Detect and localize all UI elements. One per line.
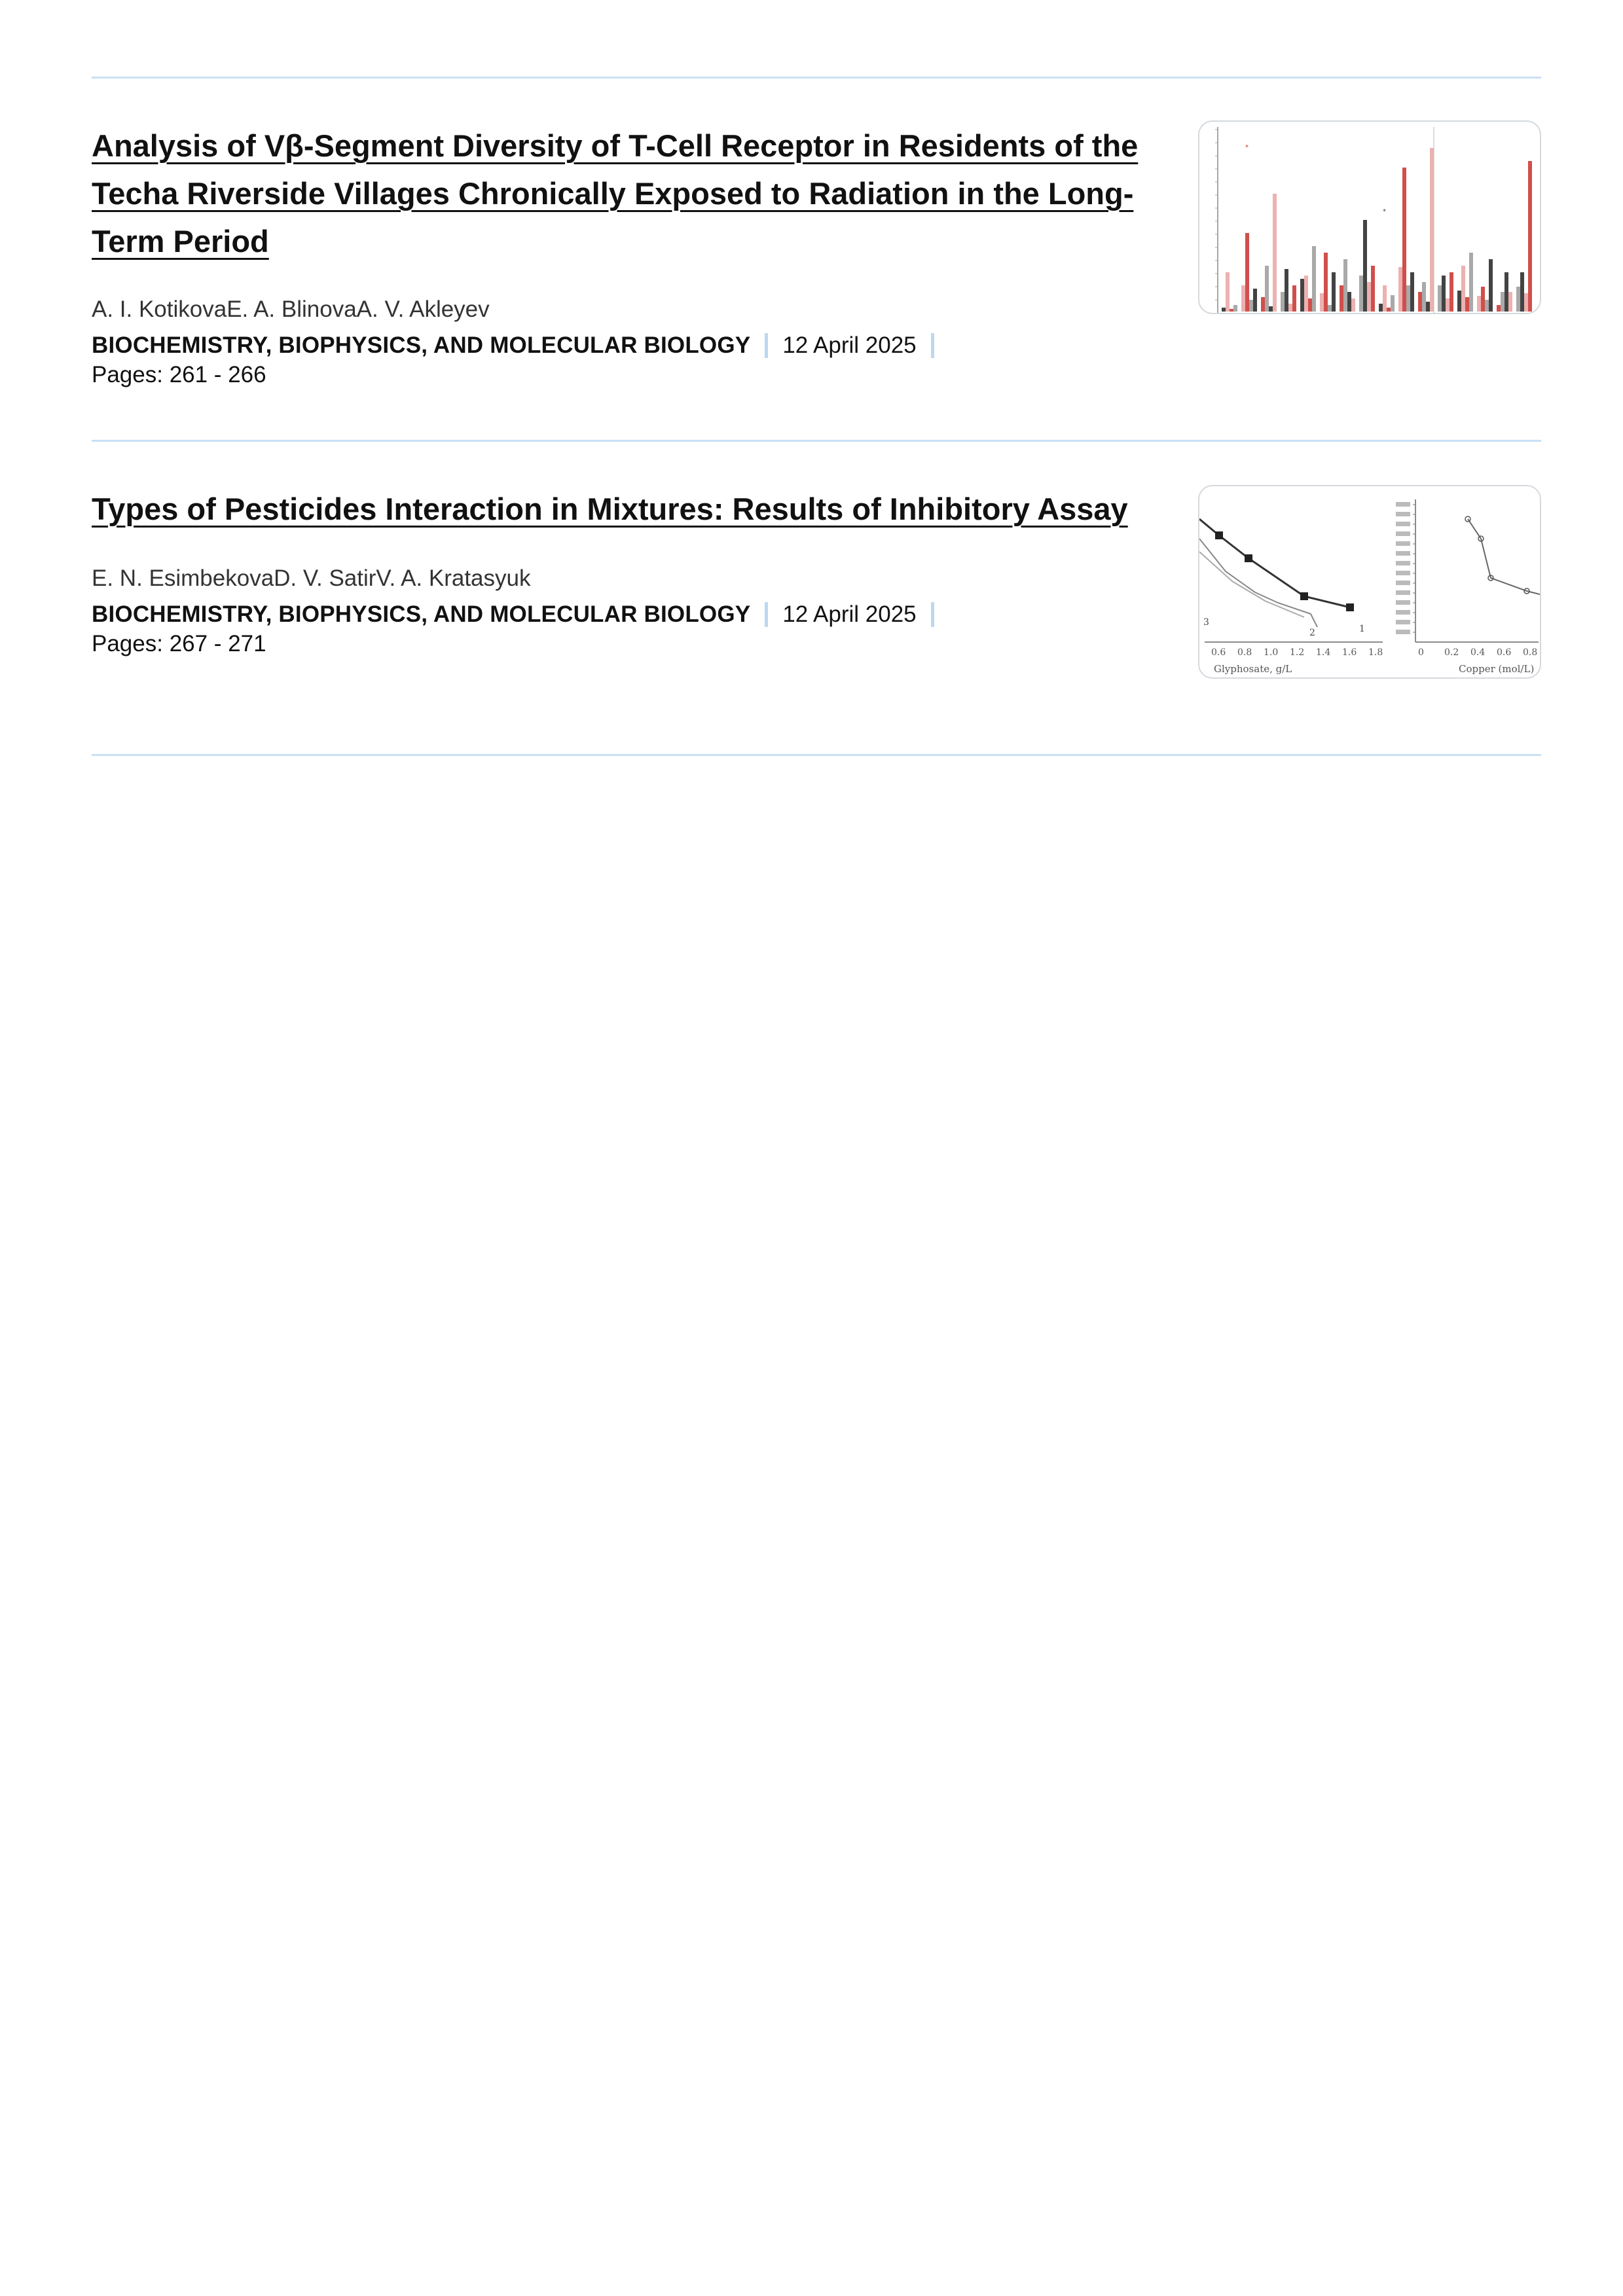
thumbnail-bar	[1320, 293, 1324, 312]
svg-text:0.8: 0.8	[1523, 647, 1538, 658]
thumbnail-bar	[1226, 272, 1230, 312]
thumbnail-bar	[1410, 272, 1414, 312]
publish-date: 12 April 2025	[782, 332, 917, 358]
thumbnail-bar	[1450, 272, 1453, 312]
article-pages: Pages: 267 - 271	[92, 631, 266, 656]
thumbnail-bar	[1469, 253, 1473, 312]
thumbnail-bar	[1461, 266, 1465, 312]
svg-text:1: 1	[1359, 624, 1365, 634]
thumbnail-bar	[1402, 168, 1406, 312]
thumbnail-bar	[1520, 272, 1524, 312]
thumbnail-bar	[1387, 308, 1391, 312]
thumbnail-bar	[1249, 300, 1253, 312]
thumbnail-bar	[1465, 297, 1469, 312]
svg-text:Glyphosate, g/L: Glyphosate, g/L	[1214, 663, 1292, 675]
svg-text:0: 0	[1418, 647, 1424, 658]
thumbnail-bar	[1222, 308, 1226, 312]
thumbnail-image	[1199, 486, 1540, 677]
article-divider	[92, 440, 1541, 442]
meta-separator	[931, 602, 934, 627]
thumbnail-bar	[1312, 246, 1316, 312]
svg-text:1.8: 1.8	[1368, 647, 1383, 658]
thumbnail-bar	[1406, 285, 1410, 312]
thumbnail-bar	[1328, 305, 1332, 312]
thumbnail-bar	[1304, 276, 1308, 312]
thumbnail-bar	[1383, 285, 1387, 312]
thumbnail-bar	[1332, 272, 1336, 312]
thumbnail-bar	[1371, 266, 1375, 312]
article-item	[92, 122, 1541, 389]
thumbnail-bar	[1489, 259, 1493, 312]
thumbnail-bar	[1516, 287, 1520, 312]
thumbnail-bar	[1265, 266, 1269, 312]
thumbnail-bar	[1442, 276, 1446, 312]
article-authors: E. N. EsimbekovaD. V. SatirV. A. Kratasyuk	[92, 565, 531, 591]
thumbnail-bar	[1261, 297, 1265, 312]
thumbnail-bar	[1308, 298, 1312, 312]
meta-separator	[765, 333, 768, 358]
publish-date: 12 April 2025	[782, 601, 917, 627]
thumbnail-bar	[1524, 293, 1528, 312]
bar-chart-thumbnail[interactable]	[1198, 120, 1541, 314]
top-divider	[92, 77, 1541, 79]
svg-text:*: *	[1245, 144, 1249, 151]
thumbnail-bar	[1273, 194, 1277, 312]
thumbnail-bar	[1343, 259, 1347, 312]
meta-separator	[765, 602, 768, 627]
thumbnail-bar	[1288, 304, 1292, 312]
thumbnail-bar	[1379, 304, 1383, 312]
thumbnail-bar	[1430, 148, 1434, 312]
thumbnail-bar	[1281, 292, 1285, 312]
article-item	[92, 485, 1541, 675]
article-pages: Pages: 261 - 266	[92, 362, 266, 387]
thumbnail-bar	[1501, 292, 1504, 312]
thumbnail-bar	[1233, 305, 1237, 312]
thumbnail-bar	[1508, 292, 1512, 312]
svg-text:1.2: 1.2	[1290, 647, 1305, 658]
thumbnail-bar	[1528, 161, 1532, 312]
thumbnail-bar	[1422, 282, 1426, 312]
svg-text:0.6: 0.6	[1211, 647, 1226, 658]
svg-text:3: 3	[1203, 617, 1209, 628]
line-chart-thumbnail[interactable]	[1198, 485, 1541, 679]
thumbnail-bar	[1351, 298, 1355, 312]
journal-name[interactable]: BIOCHEMISTRY, BIOPHYSICS, AND MOLECULAR BIOLOGY	[92, 332, 751, 358]
thumbnail-bar	[1418, 292, 1422, 312]
thumbnail-bar	[1230, 309, 1233, 312]
thumbnail-bar	[1398, 267, 1402, 312]
thumbnail-bar	[1245, 233, 1249, 312]
article-authors: A. I. KotikovaE. A. BlinovaA. V. Akleyev	[92, 296, 490, 322]
thumbnail-bar	[1324, 253, 1328, 312]
thumbnail-bar	[1359, 276, 1363, 312]
svg-text:0.6: 0.6	[1497, 647, 1512, 658]
journal-name[interactable]: BIOCHEMISTRY, BIOPHYSICS, AND MOLECULAR BIOLOGY	[92, 601, 751, 627]
svg-text:*: *	[1383, 208, 1386, 215]
thumbnail-bar	[1347, 292, 1351, 312]
thumbnail-bar	[1477, 296, 1481, 312]
thumbnail-bar	[1367, 282, 1371, 312]
thumbnail-bar	[1481, 287, 1485, 312]
svg-text:2: 2	[1309, 628, 1315, 638]
thumbnail-bar	[1292, 285, 1296, 312]
thumbnail-bar	[1253, 289, 1257, 312]
thumbnail-bar	[1363, 220, 1367, 312]
thumbnail-bar	[1269, 306, 1273, 312]
svg-text:0.4: 0.4	[1470, 647, 1486, 658]
thumbnail-bar	[1438, 285, 1442, 312]
article-meta	[92, 331, 1541, 361]
thumbnail-bar	[1426, 302, 1430, 312]
thumbnail-image	[1199, 122, 1540, 313]
svg-text:1.6: 1.6	[1342, 647, 1357, 658]
thumbnail-bar	[1457, 291, 1461, 312]
thumbnail-bar	[1497, 305, 1501, 312]
thumbnail-bar	[1391, 295, 1395, 312]
thumbnail-bar	[1300, 279, 1304, 312]
thumbnail-bar	[1285, 269, 1288, 312]
thumbnail-bar	[1485, 300, 1489, 312]
article-title-link[interactable]: Analysis of Vβ-Segment Diversity of T-Cell Receptor in Residents of the Techa Riverside Villages Chronically Exposed to Radiation in the Long-Term Period	[92, 128, 1139, 259]
svg-text:0.2: 0.2	[1444, 647, 1459, 658]
svg-text:Copper (mol/L): Copper (mol/L)	[1459, 663, 1535, 675]
thumbnail-bar	[1340, 285, 1343, 312]
article-title-link[interactable]: Types of Pesticides Interaction in Mixtures: Results of Inhibitory Assay	[92, 492, 1128, 526]
thumbnail-bar	[1504, 272, 1508, 312]
svg-text:1.0: 1.0	[1264, 647, 1279, 658]
bottom-divider	[92, 754, 1541, 756]
meta-separator	[931, 333, 934, 358]
thumbnail-bar	[1241, 285, 1245, 312]
svg-text:1.4: 1.4	[1316, 647, 1331, 658]
svg-text:0.8: 0.8	[1237, 647, 1252, 658]
thumbnail-bar	[1446, 298, 1450, 312]
